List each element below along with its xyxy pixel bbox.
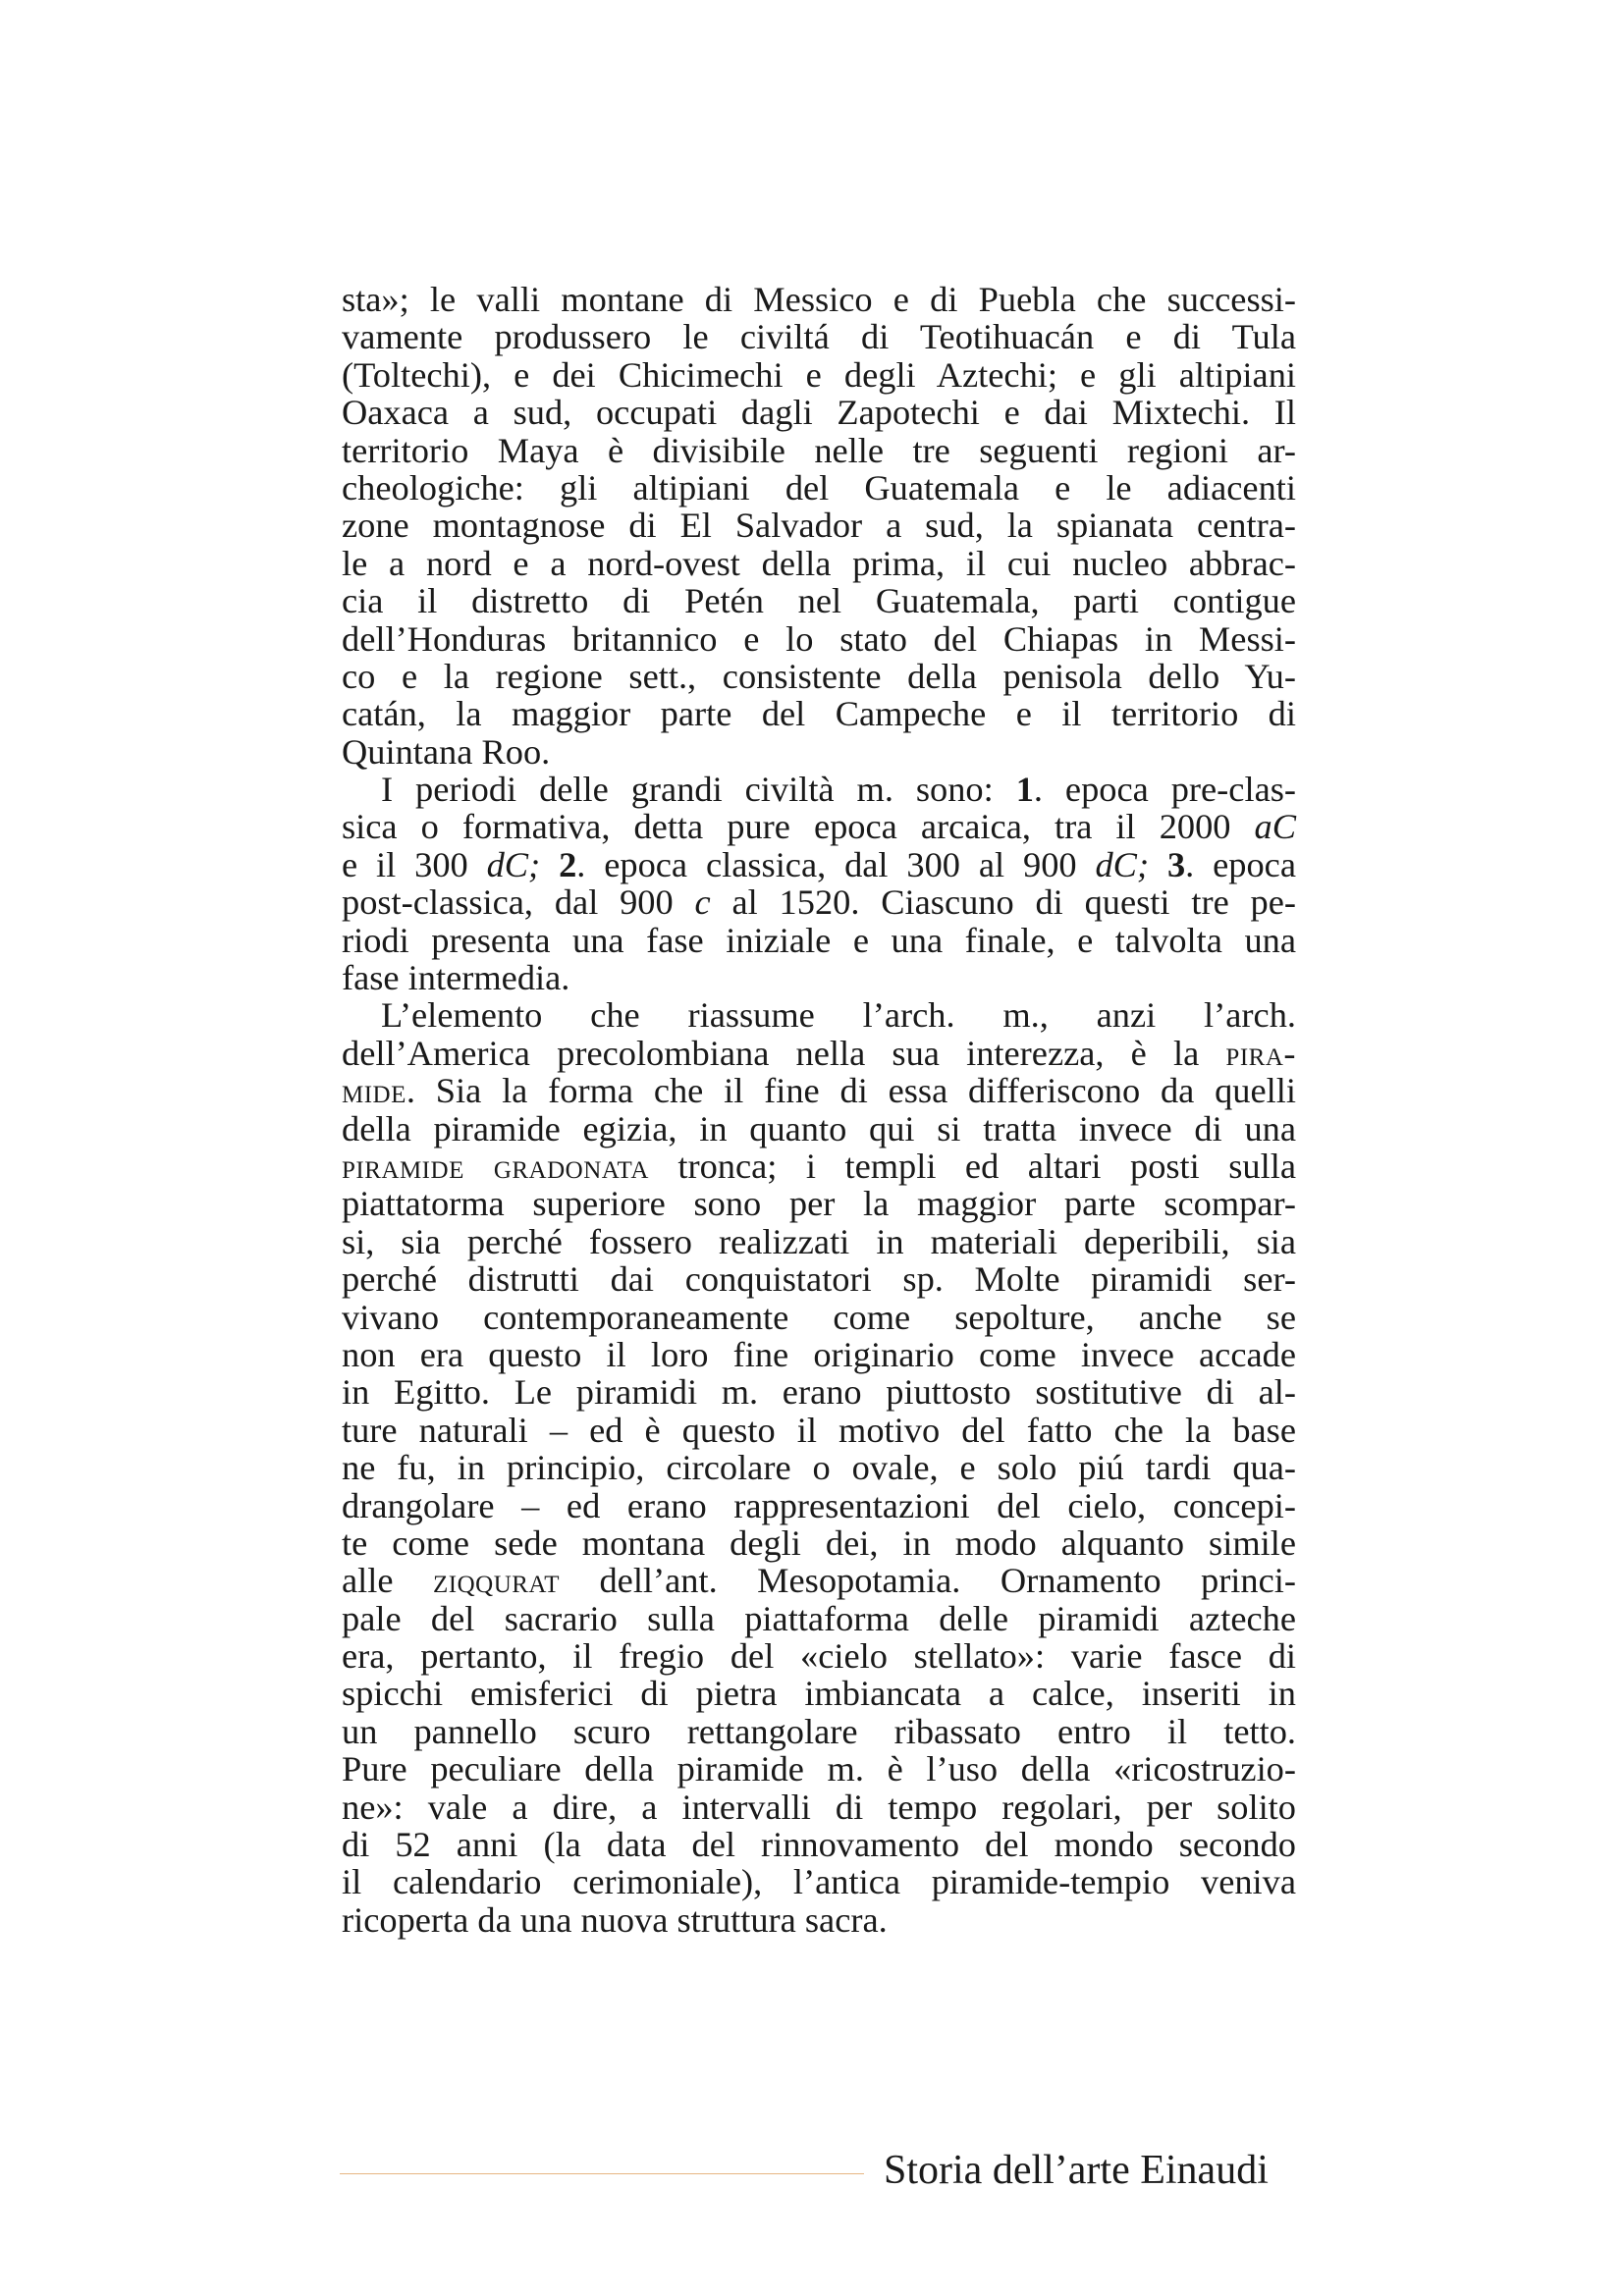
text-line: territorio Maya è divisibile nelle tre seguenti regioni ar- — [342, 430, 1296, 470]
text-line: drangolare – ed erano rappresentazioni del cielo, concepi- — [342, 1485, 1296, 1525]
text-line: cia il distretto di Petén nel Guatemala, parti contigue — [342, 581, 1296, 621]
text-line: le a nord e a nord-ovest della prima, il cui nucleo abbrac- — [342, 543, 1296, 583]
text-line: catán, la maggior parte del Campeche e il territorio di — [342, 694, 1296, 734]
text-line: dell’Honduras britannico e lo stato del Chiapas in Messi- — [342, 618, 1296, 659]
text-line: sica o formativa, detta pure epoca arcaica, tra il 2000 aC — [342, 807, 1296, 847]
text-line: il calendario cerimoniale), l’antica piramide-tempio veniva — [342, 1862, 1296, 1902]
text-line: vamente produssero le civiltá di Teotihuacán e di Tula — [342, 317, 1296, 357]
text-line: piramide gradonata tronca; i templi ed altari posti sulla — [342, 1146, 1296, 1186]
text-line: in Egitto. Le piramidi m. erano piuttosto sostitutive di al- — [342, 1372, 1296, 1413]
text-line: non era questo il loro fine originario come invece accade — [342, 1334, 1296, 1374]
text-line: (Toltechi), e dei Chicimechi e degli Aztechi; e gli altipiani — [342, 354, 1296, 395]
text-line: cheologiche: gli altipiani del Guatemala e le adiacenti — [342, 467, 1296, 507]
text-line: co e la regione sett., consistente della penisola dello Yu- — [342, 656, 1296, 696]
text-line: vivano contemporaneamente come sepolture, anche se — [342, 1297, 1296, 1337]
text-line: I periodi delle grandi civiltà m. sono: 1. epoca pre-clas- — [381, 770, 1296, 810]
text-line: perché distrutti dai conquistatori sp. Molte piramidi ser- — [342, 1259, 1296, 1300]
text-line: alle ziqqurat dell’ant. Mesopotamia. Ornamento princi- — [342, 1561, 1296, 1601]
text-line: zone montagnose di El Salvador a sud, la spianata centra- — [342, 506, 1296, 546]
text-line: ricoperta da una nuova struttura sacra. — [342, 1899, 888, 1940]
text-line: ne»: vale a dire, a intervalli di tempo regolari, per solito — [342, 1787, 1296, 1827]
text-line: te come sede montana degli dei, in modo alquanto simile — [342, 1522, 1296, 1563]
text-line: sta»; le valli montane di Messico e di Puebla che successi- — [342, 280, 1296, 319]
text-line: e il 300 dC; 2. epoca classica, dal 300 al 900 dC; 3. epoca — [342, 844, 1296, 884]
text-line: fase intermedia. — [342, 958, 570, 998]
text-line: ture naturali – ed è questo il motivo del fatto che la base — [342, 1410, 1296, 1450]
text-line: un pannello scuro rettangolare ribassato entro il tetto. — [342, 1711, 1296, 1751]
body-text — [342, 281, 1296, 1939]
text-line: piattatorma superiore sono per la maggior parte scompar- — [342, 1184, 1296, 1224]
text-line: della piramide egizia, in quanto qui si tratta invece di una — [342, 1108, 1296, 1148]
text-line: si, sia perché fossero realizzati in materiali deperibili, sia — [342, 1221, 1296, 1261]
text-line: Quintana Roo. — [342, 731, 551, 772]
text-line: mide. Sia la forma che il fine di essa differiscono da quelli — [342, 1071, 1296, 1111]
text-line: spicchi emisferici di pietra imbiancata a calce, inseriti in — [342, 1674, 1296, 1714]
text-line: pale del sacrario sulla piattaforma delle piramidi azteche — [342, 1598, 1296, 1638]
text-line: di 52 anni (la data del rinnovamento del mondo secondo — [342, 1825, 1296, 1865]
text-line: ne fu, in principio, circolare o ovale, e solo piú tardi qua- — [342, 1448, 1296, 1488]
text-line: post-classica, dal 900 c al 1520. Ciascuno di questi tre pe- — [342, 882, 1296, 923]
text-line: era, pertanto, il fregio del «cielo stellato»: varie fasce di — [342, 1636, 1296, 1677]
footer-title: Storia dell’arte Einaudi — [884, 2148, 1269, 2193]
text-line: Oaxaca a sud, occupati dagli Zapotechi e dai Mixtechi. Il — [342, 393, 1296, 433]
text-line: L’elemento che riassume l’arch. m., anzi l’arch. — [381, 995, 1296, 1036]
text-line: dell’America precolombiana nella sua interezza, è la pira- — [342, 1033, 1296, 1073]
text-line: riodi presenta una fase iniziale e una finale, e talvolta una — [342, 920, 1296, 960]
text-line: Pure peculiare della piramide m. è l’uso della «ricostruzio- — [342, 1749, 1296, 1789]
footer-rule — [340, 2173, 864, 2174]
